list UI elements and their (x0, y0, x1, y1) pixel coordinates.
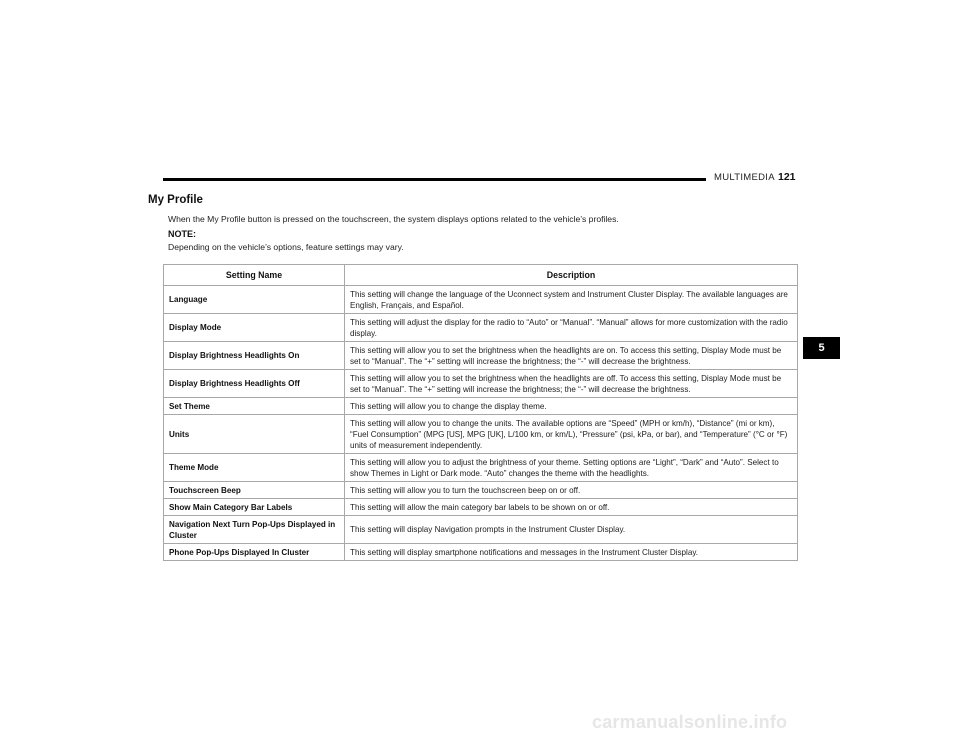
table-row (164, 454, 798, 482)
setting-description: This setting will change the language of the Uconnect system and Instrument Cluster Display. The available languages are English, Français, and Español. (345, 286, 798, 314)
header-section-title: MULTIMEDIA (714, 172, 775, 183)
setting-name: Display Mode (164, 314, 345, 342)
watermark-text: carmanualsonline.info (592, 712, 788, 732)
setting-name: Set Theme (164, 398, 345, 415)
setting-description: This setting will allow you to set the brightness when the headlights are on. To access this setting, Display Mode must be set to “Manual”. The “+” setting will increase the brightness; the “-” will decrease the brightness. (345, 342, 798, 370)
setting-name: Navigation Next Turn Pop-Ups Displayed in Cluster (164, 516, 345, 544)
table-row (164, 314, 798, 342)
column-header-description: Description (345, 265, 798, 286)
setting-description: This setting will display smartphone notifications and messages in the Instrument Cluster Display. (345, 544, 798, 561)
table-row (164, 415, 798, 454)
header-rule (163, 178, 706, 181)
note-text: Depending on the vehicle’s options, feature settings may vary. (168, 242, 404, 252)
setting-description: This setting will allow you to adjust the brightness of your theme. Setting options are “Light”, “Dark” and “Auto”. Select to show Themes in Light or Dark mode. “Auto” changes the theme with the headlights. (345, 454, 798, 482)
setting-name: Display Brightness Headlights On (164, 342, 345, 370)
settings-table (163, 264, 798, 561)
table-row (164, 544, 798, 561)
table-header-row (164, 265, 798, 286)
setting-description: This setting will allow you to set the brightness when the headlights are off. To access this setting, Display Mode must be set to “Manual”. The “+” setting will increase the brightness; the “-” will decrease the brightness. (345, 370, 798, 398)
table-row (164, 370, 798, 398)
setting-description: This setting will allow you to turn the touchscreen beep on or off. (345, 482, 798, 499)
table-row (164, 482, 798, 499)
setting-description: This setting will allow the main category bar labels to be shown on or off. (345, 499, 798, 516)
table-row (164, 516, 798, 544)
setting-name: Touchscreen Beep (164, 482, 345, 499)
section-title: My Profile (148, 194, 203, 206)
setting-description: This setting will display Navigation prompts in the Instrument Cluster Display. (345, 516, 798, 544)
table-row (164, 342, 798, 370)
setting-description: This setting will allow you to change the units. The available options are “Speed” (MPH or km/h), “Distance” (mi or km), “Fuel Consumption” (MPG [US], MPG [UK], L/100 km, or km/L), “Pressure” (psi, kPa, or bar), and “Temperature” (°C or °F) units of measurement independently. (345, 415, 798, 454)
setting-name: Show Main Category Bar Labels (164, 499, 345, 516)
setting-name: Phone Pop-Ups Displayed In Cluster (164, 544, 345, 561)
setting-description: This setting will adjust the display for the radio to “Auto” or “Manual”. “Manual” allows for more customization with the radio display. (345, 314, 798, 342)
setting-name: Theme Mode (164, 454, 345, 482)
setting-name: Units (164, 415, 345, 454)
chapter-tab: 5 (803, 337, 840, 359)
setting-name: Language (164, 286, 345, 314)
table-row (164, 286, 798, 314)
page-number: 121 (778, 171, 796, 183)
note-label: NOTE: (168, 229, 196, 239)
column-header-setting-name: Setting Name (164, 265, 345, 286)
table-row (164, 499, 798, 516)
intro-paragraph: When the My Profile button is pressed on the touchscreen, the system displays options related to the vehicle’s profiles. (168, 214, 619, 224)
setting-name: Display Brightness Headlights Off (164, 370, 345, 398)
setting-description: This setting will allow you to change the display theme. (345, 398, 798, 415)
table-row (164, 398, 798, 415)
